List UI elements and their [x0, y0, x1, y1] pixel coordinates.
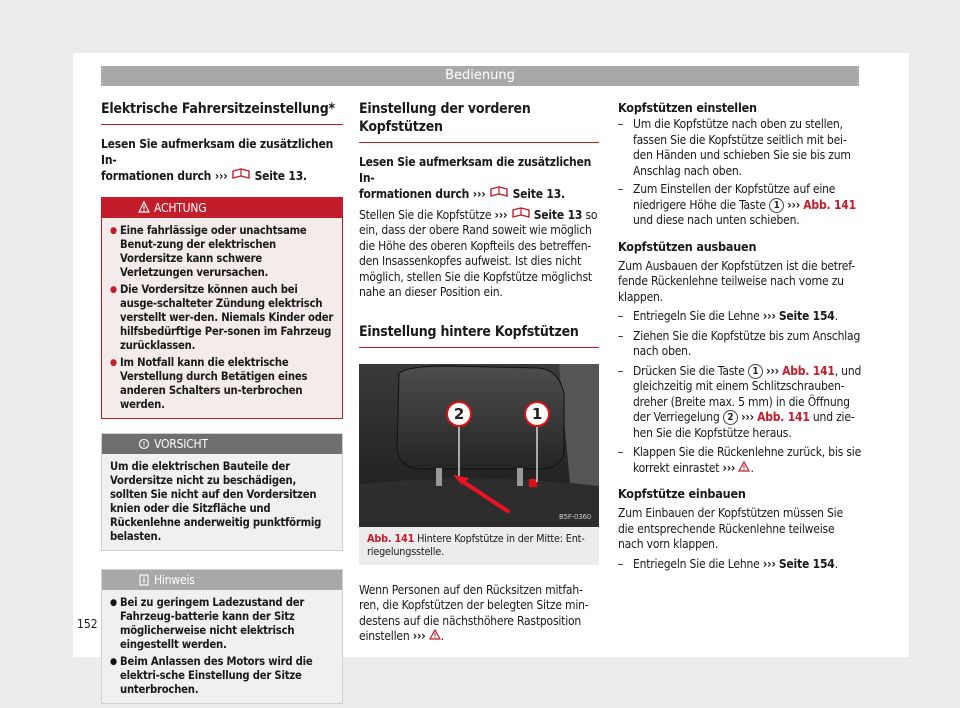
arrow-icon: ›››	[787, 197, 801, 212]
callout-number: 1	[769, 198, 784, 213]
paragraph: Stellen Sie die Kopfstütze ››› Seite 13 so ein, dass der obere Rand soweit wie möglich die Höhe des oberen Kopfteils des betreffen-den Insassenkopfes aufweist. Ist dies nicht möglich, stellen Sie die Kopfstütze möglichst nahe an dieser Position ein.	[359, 207, 598, 299]
section-title: Einstellung der vorderen Kopfstützen	[359, 96, 599, 143]
section-title: Elektrische Fahrersitzeinstellung*	[101, 96, 343, 125]
info-circle-icon	[138, 434, 150, 460]
figure-reference[interactable]: Abb. 141	[757, 410, 810, 424]
callout-number: 1	[748, 364, 763, 379]
page-number: 152	[77, 617, 98, 631]
callout-label-2: 2	[453, 404, 465, 423]
figure-reference[interactable]: Abb. 141	[803, 197, 856, 212]
hint-header: Hinweis	[102, 570, 342, 590]
column-1	[101, 96, 343, 704]
hint-item: ● Bei zu geringem Ladezustand der Fahrzeug-batterie kann der Sitz möglicherweise nicht elektrisch eingestellt werden.	[110, 596, 334, 652]
figure-reference: Abb. 141	[367, 531, 415, 545]
figure-reference[interactable]: Abb. 141	[782, 363, 835, 378]
arrow-icon: ›››	[412, 629, 426, 643]
step-item: – Klappen Sie die Rückenlehne zurück, bis sie korrekt einrastet ››› .	[618, 445, 862, 476]
warning-header: ACHTUNG	[102, 198, 342, 218]
subheading: Kopfstützen ausbauen	[618, 238, 757, 254]
book-icon	[511, 208, 531, 222]
step-item: – Um die Kopfstütze nach oben zu stellen, fassen Sie die Kopfstütze seitlich mit bei-den Händen und schieben Sie sie bis zum Anschlag nach oben.	[618, 117, 862, 179]
page-reference[interactable]: Seite 13	[254, 169, 304, 183]
step-item: – Zum Einstellen der Kopfstütze auf eine niedrigere Höhe die Taste 1 ››› Abb. 141 und diese nach unten schieben.	[618, 182, 862, 229]
paragraph: Zum Ausbauen der Kopfstützen ist die betref-fende Rückenlehne teilweise nach vorne zu klappen.	[618, 258, 855, 304]
warning-box	[101, 197, 343, 419]
column-2	[359, 96, 599, 645]
warning-item: ● Die Vordersitze können auch bei ausge-schalteter Zündung elektrisch verstellt wer-den. Niemals Kinder oder hilfsbedürftige Per-sonen im Fahrzeug zurücklassen.	[110, 283, 334, 353]
paragraph: Wenn Personen auf den Rücksitzen mitfah-ren, die Kopfstützen der belegten Sitze min-destens auf die nächsthöhere Rastposition einstellen ››› .	[359, 582, 589, 643]
warning-item: ● Im Notfall kann die elektrische Verstellung durch Betätigen eines anderen Schalters un-terbrochen werden.	[110, 356, 334, 412]
arrow-icon: ›››	[722, 460, 736, 475]
warning-triangle-icon	[738, 461, 750, 475]
warning-triangle-icon	[138, 198, 150, 224]
arrow-icon: ›››	[762, 309, 776, 323]
caution-body: Um die elektrischen Bauteile der Vordersitze nicht zu beschädigen, sollten Sie nicht auf den Vordersitzen knien oder die Sitzfläche und Rückenlehne anderweitig punktförmig belasten.	[102, 454, 342, 550]
subheading: Kopfstütze einbauen	[618, 486, 746, 501]
warning-body	[102, 218, 342, 418]
callout-number: 2	[723, 410, 738, 425]
hint-box	[101, 569, 343, 704]
caution-box	[101, 433, 343, 551]
warning-triangle-icon	[429, 629, 441, 643]
warning-item: ● Eine fahrlässige oder unachtsame Benut-zung der elektrischen Vordersitze kann schwere Verletzungen verursachen.	[110, 224, 334, 280]
intro-text: Lesen Sie aufmerksam die zusätzlichen In- formationen durch ››› Seite 13.	[359, 155, 592, 201]
page-reference[interactable]: Seite 13	[512, 187, 562, 201]
step-item: – Entriegeln Sie die Lehne ››› Seite 154.	[618, 557, 862, 573]
arrow-icon: ›››	[472, 187, 486, 201]
arrow-icon: ›››	[762, 556, 776, 571]
hint-body	[102, 590, 342, 703]
book-icon	[231, 169, 251, 183]
callout-label-1: 1	[531, 404, 543, 423]
book-icon	[489, 187, 509, 201]
figure-caption: Abb. 141 Hintere Kopfstütze in der Mitte: Ent-riegelungsstelle.	[359, 527, 599, 565]
step-item: – Drücken Sie die Taste 1 ››› Abb. 141, und gleichzeitig mit einem Schlitzschrauben-dreher (Breite max. 5 mm) in die Öffnung der Verriegelung 2 ››› Abb. 141 und zie-hen Sie die Kopfstütze heraus.	[618, 364, 862, 442]
headrest-illustration	[359, 364, 599, 527]
caution-header: VORSICHT	[102, 434, 342, 454]
step-item: – Entriegeln Sie die Lehne ››› Seite 154.	[618, 309, 862, 325]
arrow-icon: ›››	[214, 169, 228, 183]
page-reference[interactable]: Seite 154	[778, 556, 835, 571]
subheading: Kopfstützen einstellen	[618, 100, 757, 115]
page-reference[interactable]: Seite 13	[533, 207, 583, 222]
paragraph: Zum Einbauen der Kopfstützen müssen Sie die entsprechende Rückenlehne teilweise nach vorn klappen.	[618, 506, 843, 551]
figure-headrest	[359, 364, 599, 527]
step-item: – Ziehen Sie die Kopfstütze bis zum Anschlag nach oben.	[618, 329, 862, 360]
hint-item: ● Beim Anlassen des Motors wird die elektri-sche Einstellung der Sitze unterbrochen.	[110, 655, 334, 697]
intro-text: Lesen Sie aufmerksam die zusätzlichen In- formationen durch ››› Seite 13.	[101, 137, 334, 183]
arrow-icon: ›››	[494, 207, 508, 222]
arrow-icon: ›››	[766, 363, 779, 378]
column-3	[618, 100, 862, 572]
page-reference[interactable]: Seite 154	[778, 309, 835, 323]
arrow-icon: ›››	[741, 410, 754, 424]
section-title: Einstellung hintere Kopfstützen	[359, 319, 599, 348]
figure-code: B5F-0360	[558, 512, 591, 521]
info-icon	[138, 570, 150, 596]
section-header: Bedienung	[101, 66, 859, 86]
